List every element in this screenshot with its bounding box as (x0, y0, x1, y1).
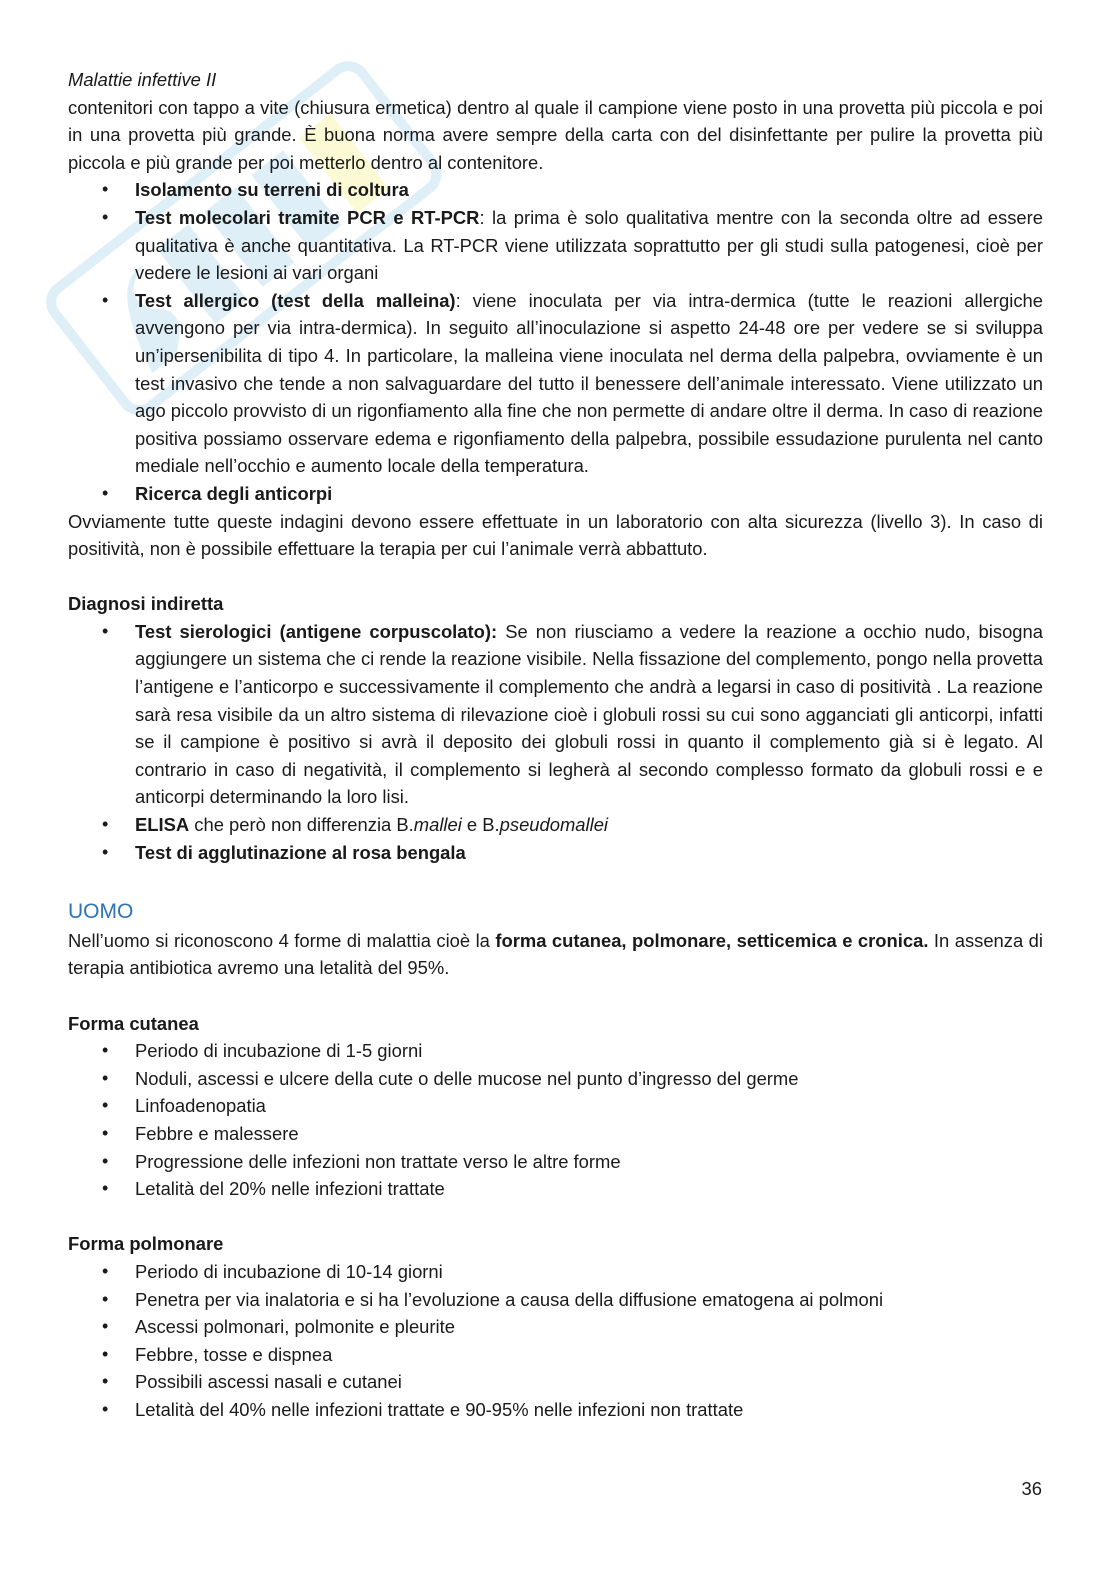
document-page (68, 66, 1043, 1424)
direct-diagnosis-list (68, 176, 1043, 507)
list-item: • Periodo di incubazione di 1-5 giorni (68, 1037, 1043, 1065)
list-item: • Isolamento su terreni di coltura (68, 176, 1043, 204)
indirect-diagnosis-list (68, 618, 1043, 866)
section-heading-uomo: UOMO (68, 899, 134, 923)
running-header: Malattie infettive II (68, 69, 217, 90)
list-item: • Test di agglutinazione al rosa bengala (68, 839, 1043, 867)
list-item: • Ricerca degli anticorpi (68, 480, 1043, 508)
list-item: • Febbre, tosse e dispnea (68, 1341, 1043, 1369)
cutanea-list (68, 1037, 1043, 1203)
list-item: • Test molecolari tramite PCR e RT-PCR: la prima è solo qualitativa mentre con la seconda oltre ad essere qualitativa è anche quantitativa. La RT-PCR viene utilizzata soprattutto per gli studi sulla patogenesi, cioè per vedere le lesioni ai vari organi (68, 204, 1043, 287)
list-item: • Linfoadenopatia (68, 1092, 1043, 1120)
intro-paragraph: contenitori con tappo a vite (chiusura ermetica) dentro al quale il campione viene posto in una provetta più piccola e poi in una provetta più grande. È buona norma avere sempre della carta con del disinfettante per pulire la provetta più piccola e più grande per poi metterlo dentro al contenitore. (68, 96, 1043, 173)
list-item: • Test sierologici (antigene corpuscolato): Se non riusciamo a vedere la reazione a occhio nudo, bisogna aggiungere un sistema che ci rende la reazione visibile. Nella fissazione del complemento, pongo nella provetta l’antigene e l’anticorpo e successivamente il complemento che andrà a legarsi in caso di positività . La reazione sarà resa visibile da un altro sistema di rilevazione cioè i globuli rossi su cui sono agganciati gli anticorpi, infatti se il campione è positivo si avrà il deposito dei globuli rossi in quanto il complemento già si è legato. Al contrario in caso di negatività, il complemento si legherà al secondo complesso formato da globuli rossi e e anticorpi determinando la loro lisi. (68, 618, 1043, 811)
list-item: • Letalità del 40% nelle infezioni trattate e 90-95% nelle infezioni non trattate (68, 1396, 1043, 1424)
list-item: • Penetra per via inalatoria e si ha l’evoluzione a causa della diffusione ematogena ai polmoni (68, 1286, 1043, 1314)
polmonare-list (68, 1258, 1043, 1424)
list-item: • Possibili ascessi nasali e cutanei (68, 1368, 1043, 1396)
list-item: • Letalità del 20% nelle infezioni trattate (68, 1175, 1043, 1203)
page-number: 36 (1021, 1478, 1042, 1499)
section-heading-forma-polmonare: Forma polmonare (68, 1233, 224, 1255)
list-item: • Ascessi polmonari, polmonite e pleurite (68, 1313, 1043, 1341)
list-item: • Test allergico (test della malleina): viene inoculata per via intra-dermica (tutte le reazioni allergiche avvengono per via intra-dermica). In seguito all’inoculazione si aspetto 24-48 ore per vedere se si sviluppa un’ipersenibilita di tipo 4. In particolare, la malleina viene inoculata nel derma della palpebra, ovviamente è un test invasivo che tende a non salvaguardare del tutto il benessere dell’animale interessato. Viene utilizzato un ago piccolo provvisto di un rigonfiamento alla fine che non permette di andare oltre il derma. In caso di reazione positiva possiamo osservare edema e rigonfiamento della palpebra, possibile essudazione purulenta nel canto mediale nell’occhio e aumento locale della temperatura. (68, 287, 1043, 480)
section-heading-forma-cutanea: Forma cutanea (68, 1012, 199, 1034)
list-item: • Febbre e malessere (68, 1120, 1043, 1148)
uomo-paragraph: Nell’uomo si riconoscono 4 forme di malattia cioè la forma cutanea, polmonare, setticemica e cronica. In assenza di terapia antibiotica avremo una letalità del 95%. (68, 929, 1043, 979)
paragraph: Ovviamente tutte queste indagini devono essere effettuate in un laboratorio con alta sicurezza (livello 3). In caso di positività, non è possibile effettuare la terapia per cui l’animale verrà abbattuto. (68, 510, 1043, 560)
list-item: • Progressione delle infezioni non trattate verso le altre forme (68, 1148, 1043, 1176)
list-item: • Noduli, ascessi e ulcere della cute o delle mucose nel punto d’ingresso del germe (68, 1065, 1043, 1093)
list-item: • ELISA che però non differenzia B.mallei e B.pseudomallei (68, 811, 1043, 839)
list-item: • Periodo di incubazione di 10-14 giorni (68, 1258, 1043, 1286)
section-heading-diagnosi-indiretta: Diagnosi indiretta (68, 593, 224, 615)
